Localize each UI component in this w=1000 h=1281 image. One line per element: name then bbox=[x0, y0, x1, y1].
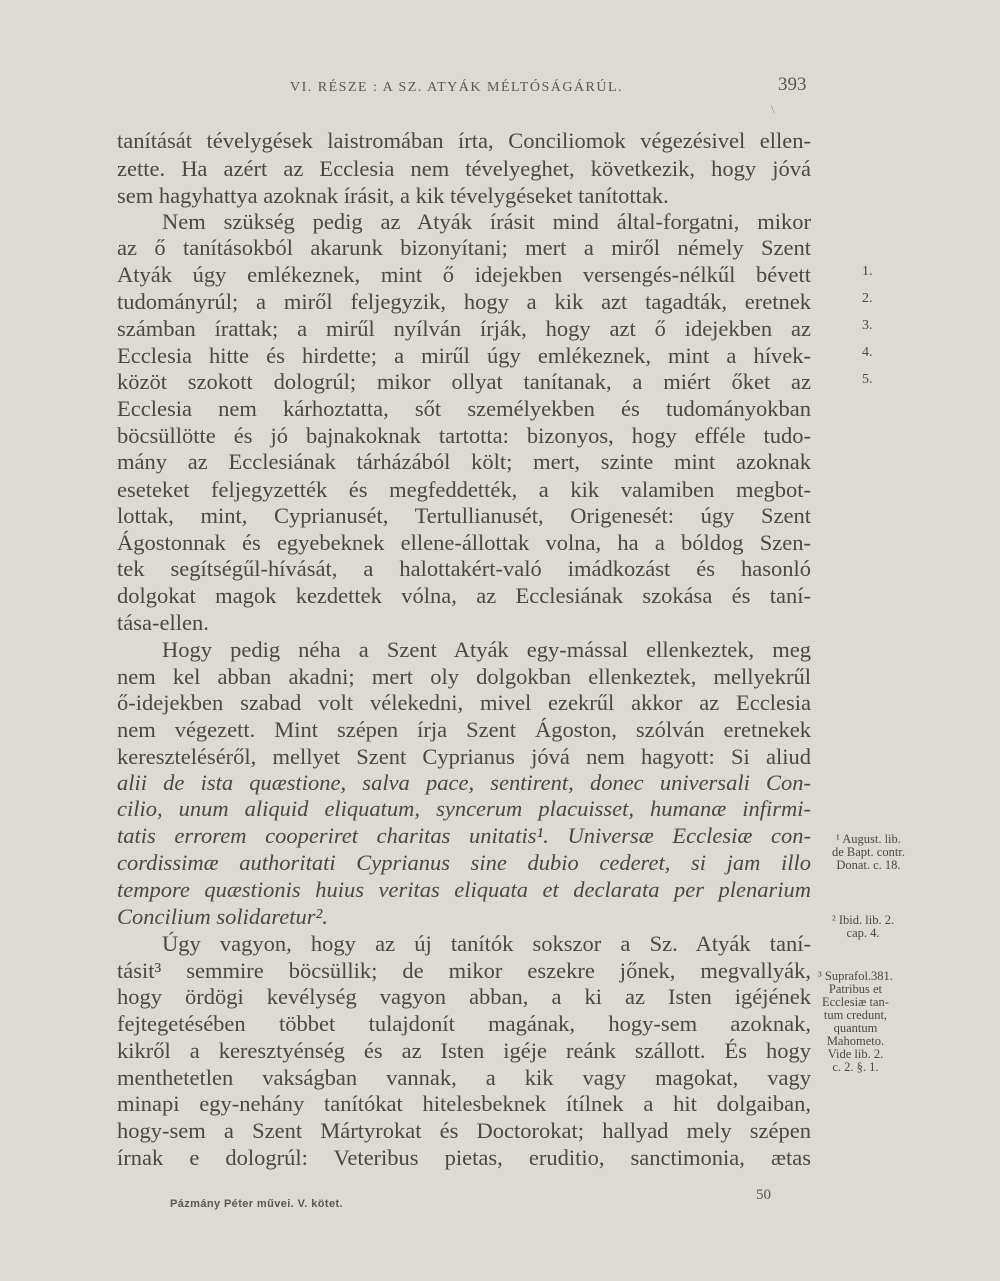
text-line: közöt szokott dologrúl; mikor ollyat tanítanak, a miért őket az bbox=[117, 369, 811, 394]
text-line: írnak e dologrúl: Veteribus pietas, eruditio, sanctimonia, ætas bbox=[117, 1145, 811, 1170]
margin-number: 5. bbox=[862, 372, 873, 387]
text-line: Ágostonnak és egyebeknek ellene-állottak volna, ha a bóldog Szen- bbox=[117, 530, 811, 555]
note-line: ² Ibid. lib. 2. bbox=[832, 913, 895, 927]
page-number: 393 bbox=[778, 74, 807, 95]
print-mark: \ bbox=[771, 102, 775, 116]
text-line: alii de ista quæstione, salva pace, sentirent, donec universali Con- bbox=[117, 770, 811, 795]
text-line: tatis errorem cooperiret charitas unitatis¹. Universæ Ecclesiæ con- bbox=[117, 823, 811, 848]
text-line: számban írattak; a mirűl nyílván írják, hogy azt ő idejekben az bbox=[117, 316, 811, 341]
note-line: cap. 4. bbox=[846, 926, 880, 940]
note-line: ³ Suprafol.381. bbox=[818, 969, 893, 983]
margin-number: 3. bbox=[862, 318, 873, 333]
text-line: Ecclesia hitte és hirdette; a mirűl úgy emlékeznek, mint a hívek- bbox=[117, 343, 811, 368]
text-line: fejtegetésében többet tulajdonít magának, hogy-sem azoknak, bbox=[117, 1011, 811, 1036]
text-line: böcsüllötte és jó bajnakoknak tartotta: bizonyos, hogy efféle tudo- bbox=[117, 423, 811, 448]
text-line: nem kel abban akadni; mert oly dolgokban ellenkeztek, mellyekrűl bbox=[117, 664, 811, 689]
text-line: kikről a keresztyénség és az Isten igéje reánk szállott. És hogy bbox=[117, 1038, 811, 1063]
text-line: lottak, mint, Cyprianusét, Tertullianusét, Origenesét: úgy Szent bbox=[117, 503, 811, 528]
signature-mark: 50 bbox=[756, 1187, 771, 1203]
note-line: quantum bbox=[833, 1021, 878, 1035]
note-line: Ecclesiæ tan- bbox=[821, 995, 889, 1009]
text-line: menthetetlen vakságban vannak, a kik vagy magokat, vagy bbox=[117, 1065, 811, 1090]
text-line: sem hagyhattya azoknak írásit, a kik tévelygéseket tanítottak. bbox=[117, 183, 669, 208]
text-line: cilio, unum aliquid eliquatum, syncerum placuisset, humanæ infirmi- bbox=[117, 796, 811, 821]
margin-note-2 bbox=[832, 914, 894, 940]
text-line: Úgy vagyon, hogy az új tanítók sokszor a Sz. Atyák taní- bbox=[162, 931, 811, 956]
text-line: Ecclesia nem kárhoztatta, sőt személyekben és tudományokban bbox=[117, 396, 811, 421]
margin-number: 4. bbox=[862, 345, 873, 360]
note-line: tum credunt, bbox=[823, 1008, 888, 1022]
text-line: zette. Ha azért az Ecclesia nem tévelyeghet, következik, hogy jóvá bbox=[117, 156, 811, 181]
text-line: tempore quæstionis huius veritas eliquata et declarata per plenarium bbox=[117, 877, 811, 902]
text-line: az ő tanításokból akarunk bizonyítani; mert a miről némely Szent bbox=[117, 235, 811, 260]
margin-note-3 bbox=[818, 970, 893, 1074]
note-line: Vide lib. 2. bbox=[827, 1047, 884, 1061]
text-line: kereszteléséről, mellyet Szent Cyprianus jóvá nem hagyott: Si aliud bbox=[117, 744, 811, 769]
text-line: tásit³ semmire böcsüllik; de mikor eszekre jőnek, megvallyák, bbox=[117, 958, 811, 983]
text-line: tása-ellen. bbox=[117, 610, 209, 635]
footer-title: Pázmány Péter művei. V. kötet. bbox=[170, 1198, 343, 1210]
text-line: Atyák úgy emlékeznek, mint ő idejekben versengés-nélkűl bévett bbox=[117, 262, 811, 287]
margin-note-1 bbox=[832, 833, 905, 872]
text-line: hogy-sem a Szent Mártyrokat és Doctorokat; hallyad mely szépen bbox=[117, 1118, 811, 1143]
text-line: minapi egy-nehány tanítókat hitelesbeknek ítílnek a hit dolgaiban, bbox=[117, 1091, 811, 1116]
text-line: mány az Ecclesiának tárházából költ; mert, szinte mint azoknak bbox=[117, 449, 811, 474]
text-line: eseteket feljegyzették és megfeddették, a kik valamiben megbot- bbox=[117, 477, 811, 502]
text-line: Nem szükség pedig az Atyák írásit mind által-forgatni, mikor bbox=[162, 209, 811, 234]
note-line: ¹ August. lib. bbox=[836, 832, 901, 846]
text-line: tek segítségűl-hívását, a halottakért-való imádkozást és hasonló bbox=[117, 556, 811, 581]
note-line: Patribus et bbox=[828, 982, 883, 996]
note-line: Mahometo. bbox=[826, 1034, 885, 1048]
note-line: c. 2. §. 1. bbox=[832, 1060, 879, 1074]
text-line: hogy ördögi kevélység vagyon abban, a ki az Isten igéjének bbox=[117, 984, 811, 1009]
text-line: tanítását tévelygések laistromában írta, Conciliomok végezésivel ellen- bbox=[117, 128, 811, 153]
note-line: de Bapt. contr. bbox=[832, 845, 905, 859]
text-line: tudományrúl; a miről feljegyzik, hogy a kik azt tagadták, eretnek bbox=[117, 289, 811, 314]
text-line: dolgokat magok kezdettek vólna, az Ecclesiának szokása és taní- bbox=[117, 583, 811, 608]
note-line: Donat. c. 18. bbox=[836, 858, 901, 872]
text-line: ő-idejekben szabad volt vélekedni, mivel ezekrűl akkor az Ecclesia bbox=[117, 690, 811, 715]
running-head: VI. RÉSZE : A SZ. ATYÁK MÉLTÓSÁGÁRÚL. bbox=[290, 80, 624, 95]
margin-number: 2. bbox=[862, 291, 873, 306]
text-line: cordissimæ authoritati Cyprianus sine dubio cederet, si jam illo bbox=[117, 850, 811, 875]
text-line: Concilium solidaretur². bbox=[117, 904, 328, 929]
margin-number: 1. bbox=[862, 264, 873, 279]
text-line: nem végezett. Mint szépen írja Szent Ágoston, szólván eretnekek bbox=[117, 717, 811, 742]
text-line: Hogy pedig néha a Szent Atyák egy-mással ellenkeztek, meg bbox=[162, 637, 811, 662]
